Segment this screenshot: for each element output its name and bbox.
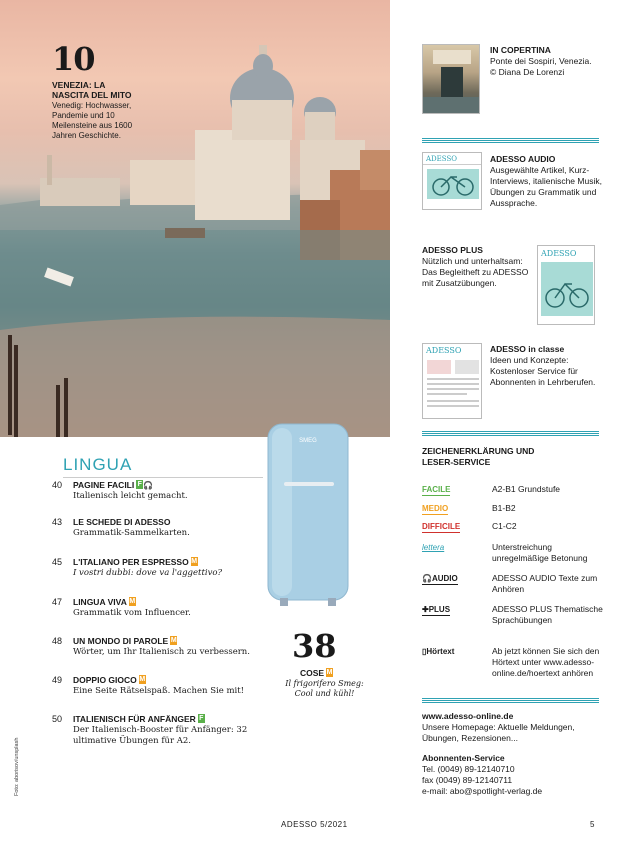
audio-text: Ausgewählte Artikel, Kurz-Interviews, italienische Musik, Übungen zu Grammatik und Aussprache. [490, 165, 602, 208]
divider [422, 698, 599, 704]
cose-desc: Il frigorifero Smeg: Cool und kühl! [285, 679, 364, 698]
cover-text: Ponte dei Sospiri, Venezia. © Diana De Lorenzi [490, 56, 592, 77]
service-url-text: Unsere Homepage: Aktuelle Meldungen, Übungen, Rezensionen... [422, 722, 575, 743]
legend-row-lettera: lettera Unterstreichung unregelmäßige Betonung [422, 542, 588, 563]
cose-title: COSE M [300, 668, 333, 678]
abo-title: Abonnenten-Service [422, 753, 505, 763]
audio-title: ADESSO AUDIO [490, 154, 556, 164]
plus-text: Nützlich und unterhaltsam: Das Begleitheft zu ADESSO mit Zusatzübungen. [422, 256, 529, 288]
medio-badge: M [139, 676, 146, 683]
service-url[interactable]: www.adesso-online.de [422, 711, 514, 721]
legend-title: ZEICHENERKLÄRUNG UND LESER-SERVICE [422, 446, 535, 467]
medio-badge: M [191, 558, 198, 565]
divider [63, 477, 263, 478]
page-number: 5 [590, 820, 595, 829]
medio-badge: M [129, 598, 136, 605]
lingua-heading: LINGUA [63, 455, 133, 474]
cover-thumbnail [422, 44, 480, 114]
facile-badge: F [199, 715, 204, 722]
svg-text:SMEG: SMEG [299, 438, 317, 444]
classe-text: Ideen und Konzepte: Kostenloser Service für Abonnenten in Lehrberufen. [490, 355, 596, 387]
footer-issue: ADESSO 5/2021 [281, 820, 348, 829]
abo-email[interactable]: e-mail: abo@spotlight-verlag.de [422, 786, 543, 796]
divider [422, 431, 599, 437]
medio-badge: M [326, 669, 333, 676]
photo-credit: Foto: aborisov/unsplash [14, 737, 20, 796]
cover-title: IN COPERTINA [490, 45, 551, 55]
plus-title: ADESSO PLUS [422, 245, 483, 255]
legend-row-plus: ✚PLUS ADESSO PLUS Thematische Sprachübungen [422, 604, 603, 625]
hero-title: VENEZIA: LA NASCITA DEL MITO [52, 80, 132, 100]
classe-title: ADESSO in classe [490, 344, 565, 354]
legend-row-hoertext: ▯Hörtext Ab jetzt können Sie sich den Hörtext unter www.adesso-online.de/hoertext anhören [422, 646, 600, 678]
headphones-icon: 🎧 [143, 481, 154, 490]
medio-badge: M [170, 637, 177, 644]
classe-thumbnail: ADESSO [422, 343, 482, 419]
hero-photo [0, 0, 390, 437]
cose-page-number: 38 [292, 627, 337, 665]
hero-page-number: 10 [52, 40, 95, 78]
divider [422, 138, 599, 144]
hero-text: Venedig: Hochwasser, Pandemie und 10 Meilensteine aus 1600 Jahren Geschichte. [52, 101, 133, 140]
abo-fax: fax (0049) 89-12140711 [422, 775, 513, 785]
abo-tel: Tel. (0049) 89-12140710 [422, 764, 515, 774]
fridge-image [266, 420, 352, 615]
facile-badge: F [137, 481, 142, 488]
audio-thumbnail: ADESSO [422, 152, 482, 210]
legend-row-audio: 🎧AUDIO ADESSO AUDIO Texte zum Anhören [422, 573, 598, 594]
headphones-icon: 🎧 [422, 574, 432, 583]
plus-thumbnail: ADESSO [537, 245, 595, 325]
plus-icon: ✚ [422, 605, 429, 614]
phone-icon: ▯ [422, 647, 427, 656]
